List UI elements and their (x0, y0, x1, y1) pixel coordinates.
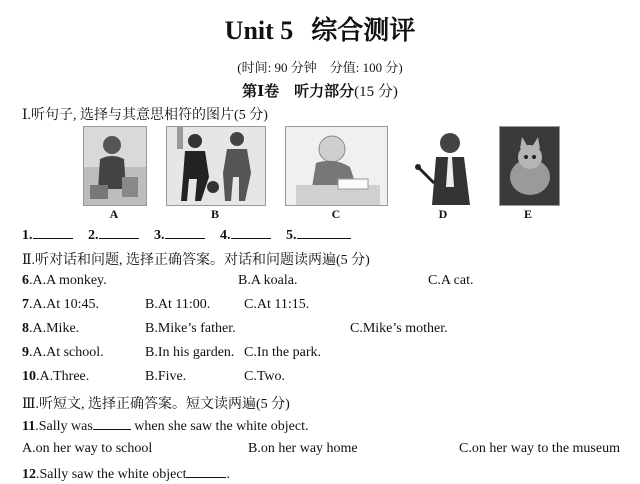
picture-b (166, 126, 266, 206)
option-a[interactable]: .A.At school. (29, 345, 104, 360)
section3-heading: Ⅲ.听短文, 选择正确答案。短文读两遍(5 分) (22, 397, 290, 412)
question-12: 12.Sally saw the white object . (22, 467, 230, 482)
question-11: 11.Sally was when she saw the white object. (22, 419, 309, 434)
answer-blank-3[interactable] (165, 226, 205, 239)
blank-item: 2. (88, 226, 154, 244)
option-b[interactable]: B.At 11:00. (145, 297, 211, 312)
picture-d-label: D (438, 207, 448, 221)
part-score: (15 分) (354, 84, 398, 100)
picture-c-label: C (331, 207, 341, 221)
question-10: 10.A.Three. (22, 369, 90, 384)
option-b[interactable]: B.A koala. (238, 273, 298, 288)
option-b[interactable]: B.In his garden. (145, 345, 235, 360)
blank-item: 3. (154, 226, 220, 244)
picture-e (499, 126, 560, 206)
answer-blank-12[interactable] (186, 465, 226, 478)
unit-label: Unit 5 (224, 16, 294, 45)
answer-blank-11[interactable] (93, 417, 131, 430)
option-b[interactable]: B.Five. (145, 369, 187, 384)
page-title (0, 10, 640, 47)
option-a[interactable]: .A.A monkey. (29, 273, 107, 288)
option-c[interactable]: C.Two. (244, 369, 286, 384)
picture-d (409, 126, 478, 206)
answer-blank-4[interactable] (231, 226, 271, 239)
woman-gardening-photo-icon (84, 127, 146, 205)
option-b[interactable]: B.on her way home (248, 441, 358, 456)
picture-c (285, 126, 388, 206)
part-title: 第Ⅰ卷 听力部分 (242, 84, 355, 100)
question-8: 8.A.Mike. (22, 321, 80, 336)
blank-item: 1. (22, 226, 88, 244)
option-a[interactable]: .A.At 10:45. (29, 297, 99, 312)
question-6: 6.A.A monkey. (22, 273, 107, 288)
picture-e-label: E (523, 207, 532, 221)
option-c[interactable]: C.In the park. (244, 345, 321, 360)
answer-blank-5[interactable] (297, 226, 351, 239)
question-9: 9.A.At school. (22, 345, 104, 360)
basketball-players-photo-icon (167, 127, 265, 205)
option-c[interactable]: C.Mike’s mother. (350, 321, 448, 336)
option-a[interactable]: .A.Three. (36, 369, 90, 384)
answer-blank-2[interactable] (99, 226, 139, 239)
title-text: 综合测评 (311, 16, 416, 45)
option-b[interactable]: B.Mike’s father. (145, 321, 236, 336)
section1-heading: Ⅰ.听句子, 选择与其意思相符的图片(5 分) (22, 108, 268, 123)
answer-blank-1[interactable] (33, 226, 73, 239)
cat-photo-icon (500, 127, 559, 205)
picture-a-label: A (109, 207, 119, 221)
section2-heading: Ⅱ.听对话和问题, 选择正确答案。对话和问题读两遍(5 分) (22, 253, 370, 268)
option-a[interactable]: A.on her way to school (22, 441, 153, 456)
picture-a (83, 126, 147, 206)
boy-writing-photo-icon (286, 127, 387, 205)
part-heading (0, 80, 640, 101)
man-speaking-photo-icon (410, 127, 477, 205)
exam-meta: (时间: 90 分钟 分值: 100 分) (237, 60, 403, 75)
option-c[interactable]: C.At 11:15. (244, 297, 310, 312)
answer-blanks (22, 226, 366, 244)
question-7: 7.A.At 10:45. (22, 297, 99, 312)
option-a[interactable]: .A.Mike. (29, 321, 80, 336)
blank-item: 4. (220, 226, 286, 244)
blank-item: 5. (286, 226, 366, 244)
option-c[interactable]: C.on her way to the museum (459, 441, 620, 456)
option-c[interactable]: C.A cat. (428, 273, 474, 288)
picture-b-label: B (210, 207, 219, 221)
